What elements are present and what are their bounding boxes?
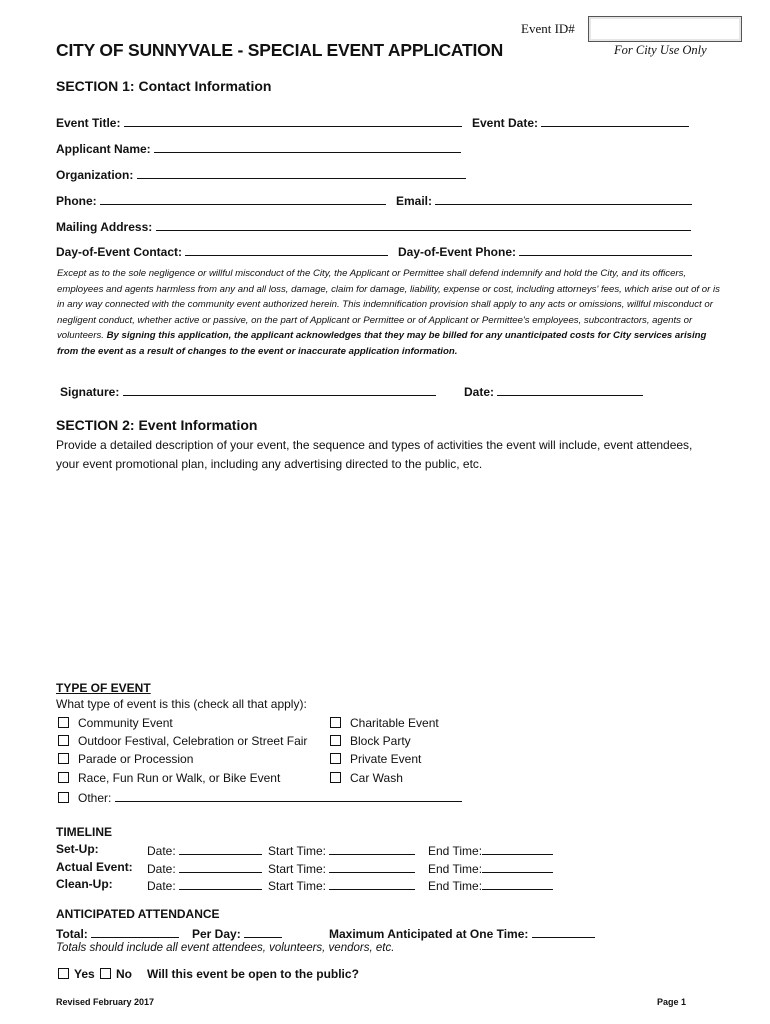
page-number: Page 1 <box>657 997 687 1007</box>
day-of-phone-field[interactable] <box>519 243 692 256</box>
option-other[interactable] <box>58 790 462 805</box>
option-label: Other: <box>78 791 112 805</box>
start-field[interactable] <box>329 842 415 855</box>
day-of-contact-label: Day-of-Event Contact: <box>56 245 183 259</box>
yes-label: Yes <box>74 967 95 981</box>
end-label: End Time: <box>428 862 483 876</box>
option-outdoor-festival[interactable] <box>58 734 307 748</box>
applicant-name-label: Applicant Name: <box>56 142 151 156</box>
start-label: Start Time: <box>268 862 327 876</box>
end-label: End Time: <box>428 844 483 858</box>
option-block-party[interactable] <box>330 734 411 748</box>
per-day-label: Per Day: <box>192 927 241 941</box>
email-field[interactable] <box>435 192 692 205</box>
option-charitable-event[interactable] <box>330 716 439 730</box>
day-of-phone-label: Day-of-Event Phone: <box>398 245 517 259</box>
option-label: Private Event <box>350 752 422 766</box>
date-field[interactable] <box>179 877 262 890</box>
type-of-event-prompt: What type of event is this (check all that apply): <box>56 697 307 711</box>
mailing-address-row <box>56 218 691 234</box>
revised-note: Revised February 2017 <box>56 997 155 1007</box>
public-no[interactable] <box>100 967 132 981</box>
signature-date-label: Date: <box>464 385 495 399</box>
other-field[interactable] <box>115 790 462 802</box>
per-day-field[interactable] <box>244 925 282 938</box>
type-of-event-heading: TYPE OF EVENT <box>56 681 151 695</box>
day-of-contact-row <box>56 243 388 259</box>
event-date-field[interactable] <box>541 114 689 127</box>
start-label: Start Time: <box>268 879 327 893</box>
mailing-address-field[interactable] <box>156 218 691 231</box>
total-field[interactable] <box>91 925 179 938</box>
end-field[interactable] <box>482 842 553 855</box>
event-start <box>268 860 415 876</box>
start-field[interactable] <box>329 860 415 873</box>
option-label: Charitable Event <box>350 716 439 730</box>
checkbox[interactable] <box>58 968 69 979</box>
checkbox[interactable] <box>330 717 341 728</box>
phone-label: Phone: <box>56 194 97 208</box>
attendance-note: Totals should include all event attendees, volunteers, vendors, etc. <box>56 942 395 954</box>
event-description-field[interactable] <box>56 478 706 668</box>
section2-instructions: Provide a detailed description of your event, the sequence and types of activities the event will include, event attendees, your event promotional plan, including any advertising directed to the public, etc. <box>56 438 693 471</box>
end-label: End Time: <box>428 879 483 893</box>
option-label: Car Wash <box>350 771 403 785</box>
event-title-field[interactable] <box>124 114 462 127</box>
organization-label: Organization: <box>56 168 134 182</box>
option-label: Block Party <box>350 734 411 748</box>
indemnification-clause: Except as to the sole negligence or willful misconduct of the City, the Applicant or Permittee shall defend indemnify and hold the City, and its officers, employees and agents harmless from any and all loss, damage, claim for damage, liability, expense or cost, including attorneys' fees, which arise out of or is in any way connected with the community event authorized herein. This indemnification provision shall apply to any acts or omissions, willful misconduct or negligent conduct, whether active or passive, on the part of Applicant or Permittee or of Applicant or Permittee's employees, subcontractors, agents or volunteers. <box>57 268 720 341</box>
public-question: Will this event be open to the public? <box>147 967 359 981</box>
checkbox[interactable] <box>330 735 341 746</box>
max-label: Maximum Anticipated at One Time: <box>329 927 529 941</box>
applicant-name-row <box>56 140 461 156</box>
checkbox[interactable] <box>58 753 69 764</box>
billing-acknowledgement: By signing this application, the applicant acknowledges that they may be billed for any unanticipated costs for City services arising from the event as a result of changes to the event or inaccurate application information. <box>57 330 707 357</box>
cleanup-start <box>268 877 415 893</box>
option-label: Race, Fun Run or Walk, or Bike Event <box>78 771 281 785</box>
signature-date-field[interactable] <box>497 383 643 396</box>
section2-heading: SECTION 2: Event Information <box>56 417 258 433</box>
event-title-row <box>56 114 462 130</box>
setup-date <box>147 842 262 858</box>
applicant-name-field[interactable] <box>154 140 461 153</box>
timeline-heading: TIMELINE <box>56 825 112 839</box>
setup-start <box>268 842 415 858</box>
day-of-phone-row <box>398 243 692 259</box>
checkbox[interactable] <box>100 968 111 979</box>
phone-row <box>56 192 386 208</box>
date-label: Date: <box>147 862 176 876</box>
timeline-row-label: Set-Up: <box>56 842 99 856</box>
option-community-event[interactable] <box>58 716 173 730</box>
event-title-label: Event Title: <box>56 116 121 130</box>
option-parade[interactable] <box>58 752 193 766</box>
indemnification-text <box>57 266 727 359</box>
event-date-row <box>472 114 689 130</box>
section1-heading: SECTION 1: Contact Information <box>56 78 272 94</box>
event-date <box>147 860 262 876</box>
signature-label: Signature: <box>60 385 120 399</box>
event-id-label: Event ID# <box>521 21 575 36</box>
timeline-row-label: Clean-Up: <box>56 877 113 891</box>
date-label: Date: <box>147 879 176 893</box>
start-label: Start Time: <box>268 844 327 858</box>
cleanup-end <box>428 877 553 893</box>
per-day-row <box>192 925 282 941</box>
attendance-heading: ANTICIPATED ATTENDANCE <box>56 907 220 921</box>
organization-row <box>56 166 466 182</box>
checkbox[interactable] <box>330 772 341 783</box>
option-label: Parade or Procession <box>78 752 194 766</box>
public-yes[interactable] <box>58 967 95 981</box>
city-use-note: For City Use Only <box>614 43 707 57</box>
signature-field[interactable] <box>123 383 436 396</box>
no-label: No <box>116 967 132 981</box>
checkbox[interactable] <box>58 717 69 728</box>
date-field[interactable] <box>179 842 262 855</box>
signature-row <box>60 383 436 399</box>
day-of-contact-field[interactable] <box>185 243 388 256</box>
event-date-label: Event Date: <box>472 116 539 130</box>
phone-field[interactable] <box>100 192 386 205</box>
page-title: CITY OF SUNNYVALE - SPECIAL EVENT APPLICATION <box>56 40 504 60</box>
total-row <box>56 925 179 941</box>
max-row <box>329 925 595 941</box>
cleanup-date <box>147 877 262 893</box>
setup-end <box>428 842 553 858</box>
option-race[interactable] <box>58 771 280 785</box>
end-field[interactable] <box>482 860 553 873</box>
event-id-field[interactable] <box>588 16 742 42</box>
checkbox[interactable] <box>58 772 69 783</box>
total-label: Total: <box>56 927 88 941</box>
date-field[interactable] <box>179 860 262 873</box>
checkbox[interactable] <box>330 753 341 764</box>
option-label: Outdoor Festival, Celebration or Street Fair <box>78 734 308 748</box>
checkbox[interactable] <box>58 735 69 746</box>
email-row <box>396 192 692 208</box>
organization-field[interactable] <box>137 166 466 179</box>
start-field[interactable] <box>329 877 415 890</box>
signature-date-row <box>464 383 643 399</box>
mailing-address-label: Mailing Address: <box>56 220 153 234</box>
timeline-row-label: Actual Event: <box>56 860 133 874</box>
max-field[interactable] <box>532 925 595 938</box>
end-field[interactable] <box>482 877 553 890</box>
date-label: Date: <box>147 844 176 858</box>
option-car-wash[interactable] <box>330 771 403 785</box>
checkbox[interactable] <box>58 792 69 803</box>
email-label: Email: <box>396 194 433 208</box>
option-private-event[interactable] <box>330 752 421 766</box>
option-label: Community Event <box>78 716 173 730</box>
event-end <box>428 860 553 876</box>
